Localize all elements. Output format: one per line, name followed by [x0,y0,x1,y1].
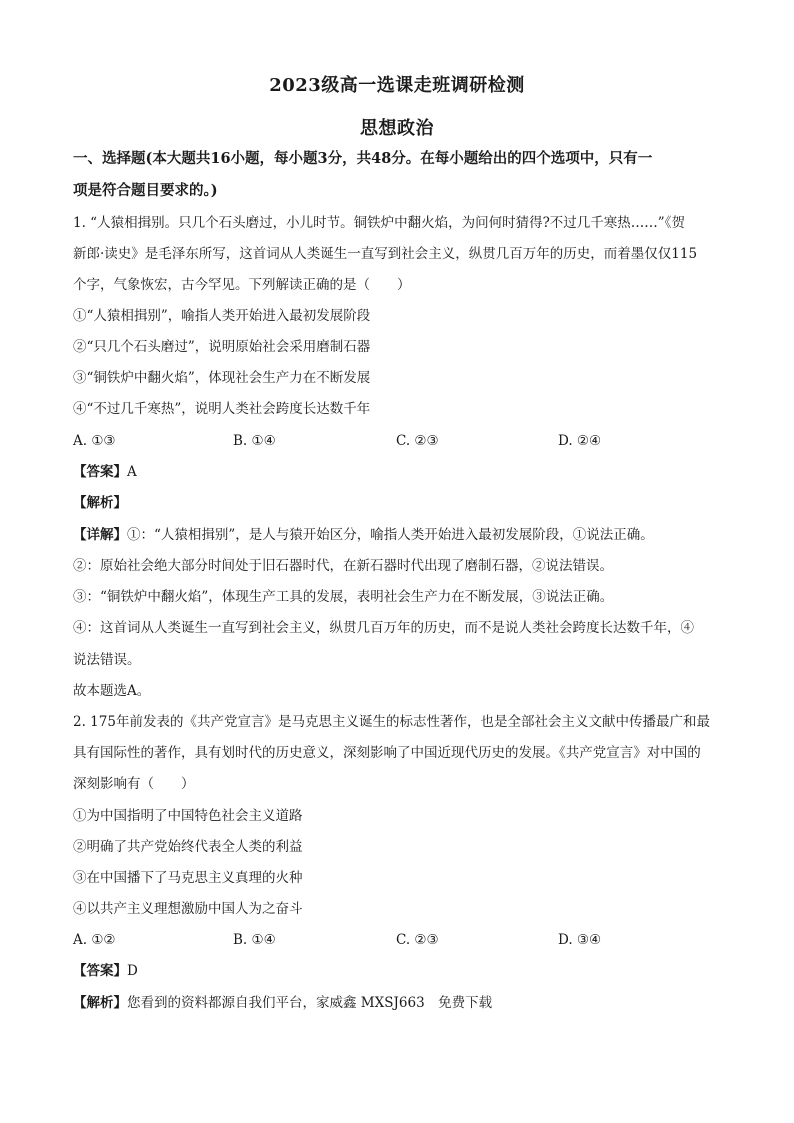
q1-analysis-label: 【解析】 [73,495,127,511]
q2-item-4: ④以共产主义理想激励中国人为之奋斗 [73,901,303,917]
q2-item-1: ①为中国指明了中国特色社会主义道路 [73,808,303,824]
q2-option-b: B. ①④ [233,932,276,948]
q2-option-c: C. ②③ [396,932,439,948]
q2-item-3: ③在中国播下了马克思主义真理的火种 [73,870,303,886]
q1-stem-line-2: 新郎·读史》是毛泽东所写，这首词从人类诞生一直写到社会主义，纵贯几百万年的历史，而着墨仅仅115 [73,246,698,262]
q1-option-d: D. ②④ [558,433,602,449]
q1-answer [73,463,733,481]
q2-analysis-tag: 【解析】 [73,995,127,1011]
q1-detail-line-4b: 说法错误。 [73,652,141,668]
q1-detail-tag: 【详解】 [73,527,127,543]
q2-stem-line-2: 具有国际性的著作，具有划时代的历史意义，深刻影响了中国近现代历史的发展。《共产党宣言》对中国的 [73,745,701,761]
q1-item-4: ④“不过几千寒热”，说明人类社会跨度长达数千年 [73,401,371,417]
q1-item-2: ②“只几个石头磨过”，说明原始社会采用磨制石器 [73,339,371,355]
q1-answer-value: A [127,464,137,480]
q1-stem-line-1: 1. “人猿相揖别。只几个石头磨过，小儿时节。铜铁炉中翻火焰，为问何时猜得?不过几千寒热……”《贺 [73,215,685,231]
q1-item-1: ①“人猿相揖别”，喻指人类开始进入最初发展阶段 [73,308,371,324]
section-heading-line-1: 一、选择题(本大题共16小题，每小题3分，共48分。在每小题给出的四个选项中，只有一 [73,150,653,167]
exam-title: 2023级高一选课走班调研检测 [269,75,525,96]
q1-detail-line-2: ②：原始社会绝大部分时间处于旧石器时代，在新石器时代出现了磨制石器，②说法错误。 [73,558,613,574]
q1-detail-line-3: ③：“铜铁炉中翻火焰”，体现生产工具的发展，表明社会生产力在不断发展，③说法正确。 [73,589,614,605]
q2-stem-line-3: 深刻影响有（ ） [73,776,195,792]
q1-detail-text-1: ①：“人猿相揖别”，是人与猿开始区分，喻指人类开始进入最初发展阶段，①说法正确。 [127,527,654,543]
subject-title: 思想政治 [360,118,434,139]
q1-option-b: B. ①④ [233,433,276,449]
q1-detail-line-1 [73,526,733,544]
q2-answer-tag: 【答案】 [73,963,127,979]
q2-analysis-text: 您看到的资料都源自我们平台，家威鑫 MXSJ663 免费下载 [127,995,493,1011]
q1-analysis-tag [73,494,733,512]
q2-answer-value: D [127,963,138,979]
q2-analysis-line [73,994,733,1012]
q1-option-a: A. ①③ [73,433,116,449]
q2-option-d: D. ③④ [558,932,602,948]
q2-stem-line-1: 2. 175年前发表的《共产党宣言》是马克思主义诞生的标志性著作，也是全部社会主义文献中传播最广和最 [73,714,710,730]
q2-option-a: A. ①② [73,932,116,948]
q2-answer [73,962,733,980]
q1-item-3: ③“铜铁炉中翻火焰”，体现社会生产力在不断发展 [73,370,371,386]
section-heading-line-2: 项是符合题目要求的。) [73,182,218,199]
q1-answer-tag: 【答案】 [73,464,127,480]
q1-option-c: C. ②③ [396,433,439,449]
q1-stem-line-3: 个字，气象恢宏，古今罕见。下列解读正确的是（ ） [73,277,411,293]
q1-conclusion: 故本题选A。 [73,683,151,699]
q1-detail-line-4a: ④：这首词从人类诞生一直写到社会主义，纵贯几百万年的历史，而不是说人类社会跨度长达数千年，④ [73,620,694,636]
q2-item-2: ②明确了共产党始终代表全人类的利益 [73,839,303,855]
